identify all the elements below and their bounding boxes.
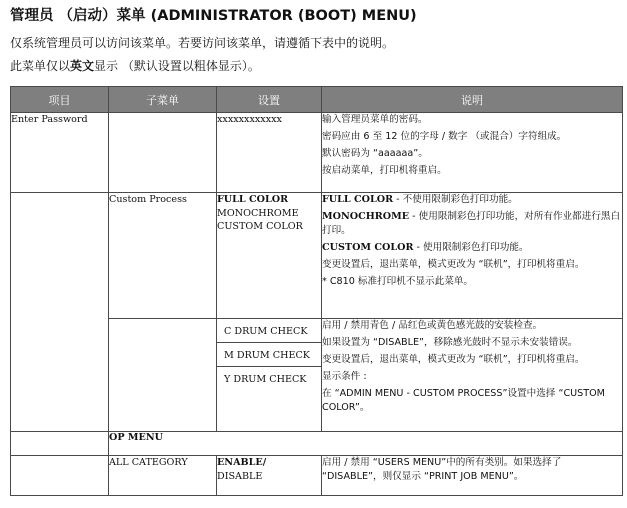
- column-header-settings: 设置: [217, 87, 322, 113]
- setting-c-drum-check: C DRUM CHECK: [217, 319, 321, 343]
- settings-cell: [217, 456, 322, 496]
- page: [10, 6, 622, 482]
- description-line: 如果设置为 “DISABLE”，移除感光鼓时不显示未安装错误。: [322, 337, 578, 348]
- submenu-cell: ALL CATEGORY: [109, 456, 217, 496]
- setting-m-drum-check: M DRUM CHECK: [217, 343, 321, 367]
- description-text: - 使用限制彩色打印功能。: [413, 241, 529, 253]
- description-line: [322, 241, 622, 255]
- intro-language: [10, 57, 622, 75]
- table-row-custom-process: [11, 193, 623, 319]
- settings-cell: [217, 193, 322, 319]
- column-header-submenu: 子菜单: [109, 87, 217, 113]
- setting-y-drum-check: Y DRUM CHECK: [224, 374, 307, 385]
- submenu-cell: Custom Process: [109, 193, 217, 319]
- table-header-row: [11, 87, 623, 113]
- item-cell: [11, 456, 109, 496]
- setting-option: DISABLE: [217, 470, 263, 482]
- setting-default: FULL COLOR: [217, 194, 289, 205]
- description-text: - 使用限制彩色打印功能，对所有作业都进行黑白打印。: [322, 211, 621, 236]
- description-line: * C810 标准打印机不显示此菜单。: [322, 275, 474, 287]
- description-text: - 不使用限制彩色打印功能。: [393, 194, 518, 205]
- description-line: 默认密码为 “aaaaaa”。: [322, 148, 428, 159]
- setting-default: ENABLE/: [217, 457, 267, 468]
- page-title: 管理员 （启动）菜单 (ADMINISTRATOR (BOOT) MENU): [10, 8, 417, 24]
- intro-language-bold: 英文: [70, 59, 95, 73]
- setting-option: CUSTOM COLOR: [217, 221, 303, 232]
- description-line: 按启动菜单，打印机将重启。: [322, 165, 447, 176]
- description-line: 变更设置后，退出菜单，模式更改为 “联机”，打印机将重启。: [322, 258, 585, 270]
- settings-cell: [217, 319, 322, 432]
- intro-access: 仅系统管理员可以访问该菜单。若要访问该菜单，请遵循下表中的说明。: [10, 36, 395, 50]
- item-cell: [11, 193, 109, 432]
- submenu-cell: [109, 319, 217, 432]
- description-term: MONOCHROME: [322, 211, 410, 222]
- intro-language-suffix: 显示 （默认设置以粗体显示）。: [94, 59, 260, 73]
- item-cell: [11, 432, 109, 456]
- description-line: 在 “ADMIN MENU - CUSTOM PROCESS”设置中选择 “CUSTOM COLOR”。: [322, 388, 605, 413]
- column-header-description: 说明: [322, 87, 623, 113]
- description-term: CUSTOM COLOR: [322, 241, 414, 253]
- description-cell: [322, 193, 623, 319]
- settings-cell: xxxxxxxxxxxx: [217, 113, 322, 193]
- description-line: 显示条件 :: [322, 371, 367, 382]
- intro-language-prefix: 此菜单仅以: [10, 59, 71, 73]
- description-cell: [322, 456, 623, 496]
- description-line: [322, 210, 622, 237]
- table-row-all-category: [11, 456, 623, 496]
- column-header-item: 项目: [11, 87, 109, 113]
- description-term: FULL COLOR: [322, 194, 394, 205]
- description-cell: [322, 113, 623, 193]
- description-line: 变更设置后，退出菜单，模式更改为 “联机”，打印机将重启。: [322, 354, 585, 365]
- description-cell: [322, 319, 623, 432]
- description-line: [322, 193, 622, 207]
- description-line: 输入管理员菜单的密码。: [322, 114, 428, 125]
- item-cell: Enter Password: [11, 113, 109, 193]
- description-line: 启用 / 禁用青色 / 品红色或黄色感光鼓的安装检查。: [322, 320, 543, 331]
- table-row-enter-password: [11, 113, 623, 193]
- table-row-op-menu: [11, 432, 623, 456]
- description-line: 启用 / 禁用 “USERS MENU”中的所有类别。如果选择了 “DISABLE”，则仅显示 “PRINT JOB MENU”。: [322, 457, 562, 482]
- submenu-cell: [109, 113, 217, 193]
- description-line: 密码应由 6 至 12 位的字母 / 数字 （或混合）字符组成。: [322, 131, 567, 142]
- admin-menu-table: [10, 86, 623, 496]
- setting-option: MONOCHROME: [217, 207, 299, 219]
- section-op-menu: OP MENU: [109, 432, 623, 456]
